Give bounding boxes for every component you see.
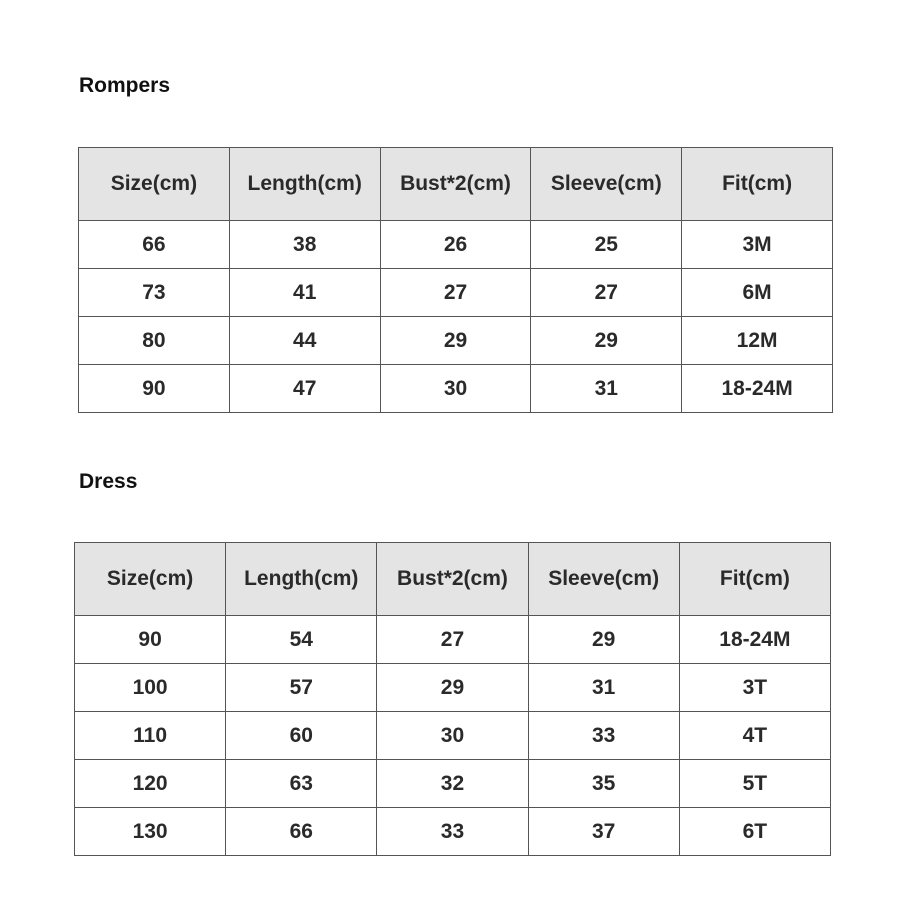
table-cell: 41 — [229, 269, 380, 317]
table-cell: 66 — [226, 808, 377, 856]
table-cell: 31 — [528, 664, 679, 712]
column-header: Fit(cm) — [682, 148, 833, 221]
table-cell: 27 — [380, 269, 531, 317]
table-cell: 57 — [226, 664, 377, 712]
table-cell: 6T — [679, 808, 830, 856]
column-header: Fit(cm) — [679, 543, 830, 616]
table-cell: 29 — [377, 664, 528, 712]
table-row — [79, 221, 833, 269]
table-cell: 33 — [377, 808, 528, 856]
table-cell: 38 — [229, 221, 380, 269]
table-cell: 30 — [377, 712, 528, 760]
header-row — [75, 543, 831, 616]
table-row — [75, 712, 831, 760]
table-cell: 3T — [679, 664, 830, 712]
table-row — [75, 616, 831, 664]
column-header: Length(cm) — [229, 148, 380, 221]
table-cell: 110 — [75, 712, 226, 760]
column-header: Sleeve(cm) — [531, 148, 682, 221]
dress-size-table — [74, 542, 831, 856]
column-header: Length(cm) — [226, 543, 377, 616]
table-cell: 29 — [528, 616, 679, 664]
table-row — [75, 760, 831, 808]
table-row — [79, 365, 833, 413]
column-header: Sleeve(cm) — [528, 543, 679, 616]
table-cell: 4T — [679, 712, 830, 760]
table-cell: 12M — [682, 317, 833, 365]
table-cell: 130 — [75, 808, 226, 856]
table-cell: 35 — [528, 760, 679, 808]
table-cell: 66 — [79, 221, 230, 269]
rompers-section-title: Rompers — [79, 74, 171, 97]
table-cell: 27 — [531, 269, 682, 317]
table-body — [75, 616, 831, 856]
table-cell: 25 — [531, 221, 682, 269]
table-cell: 90 — [79, 365, 230, 413]
table-body — [79, 221, 833, 413]
table-cell: 100 — [75, 664, 226, 712]
table-cell: 44 — [229, 317, 380, 365]
table-row — [75, 808, 831, 856]
table-cell: 37 — [528, 808, 679, 856]
table-cell: 26 — [380, 221, 531, 269]
table-cell: 18-24M — [682, 365, 833, 413]
column-header: Size(cm) — [79, 148, 230, 221]
table-row — [79, 317, 833, 365]
table-cell: 29 — [531, 317, 682, 365]
table-header — [75, 543, 831, 616]
table-row — [75, 664, 831, 712]
rompers-size-table — [78, 147, 833, 413]
dress-section-title: Dress — [79, 470, 138, 493]
table-row — [79, 269, 833, 317]
table-cell: 54 — [226, 616, 377, 664]
table-cell: 80 — [79, 317, 230, 365]
table-header — [79, 148, 833, 221]
table-cell: 18-24M — [679, 616, 830, 664]
table-cell: 30 — [380, 365, 531, 413]
table-cell: 29 — [380, 317, 531, 365]
table-cell: 73 — [79, 269, 230, 317]
table-cell: 5T — [679, 760, 830, 808]
column-header: Bust*2(cm) — [380, 148, 531, 221]
table-cell: 90 — [75, 616, 226, 664]
table-cell: 32 — [377, 760, 528, 808]
table-cell: 3M — [682, 221, 833, 269]
table-cell: 6M — [682, 269, 833, 317]
column-header: Size(cm) — [75, 543, 226, 616]
column-header: Bust*2(cm) — [377, 543, 528, 616]
table-cell: 120 — [75, 760, 226, 808]
table-cell: 63 — [226, 760, 377, 808]
table-cell: 31 — [531, 365, 682, 413]
table-cell: 47 — [229, 365, 380, 413]
table-cell: 27 — [377, 616, 528, 664]
table-cell: 33 — [528, 712, 679, 760]
header-row — [79, 148, 833, 221]
table-cell: 60 — [226, 712, 377, 760]
